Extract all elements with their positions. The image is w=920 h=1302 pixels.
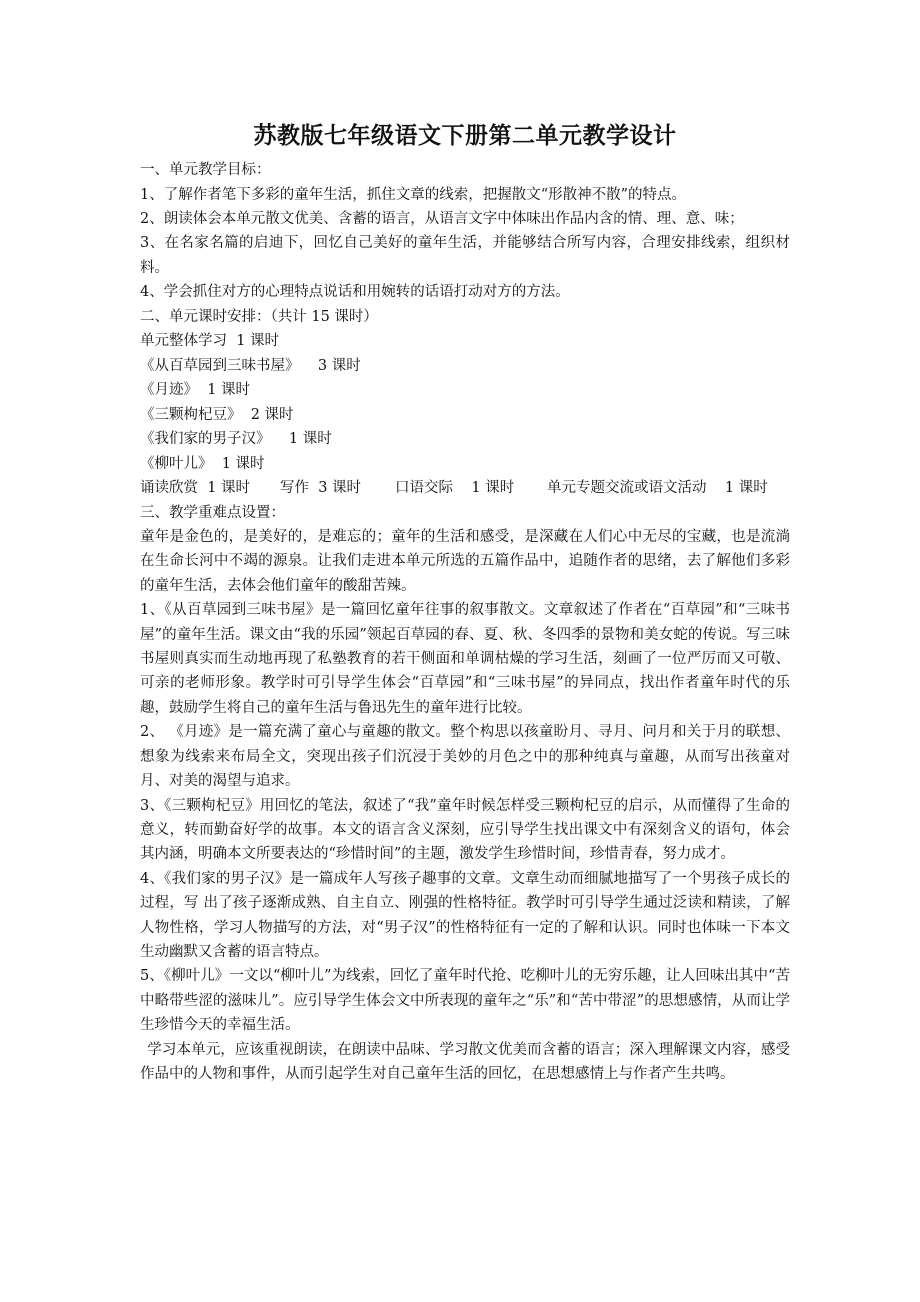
lesson-item: 1、《从百草园到三味书屋》是一篇回忆童年往事的叙事散文。文章叙述了作者在“百草园”和“三味书屋”的童年生活。课文由“我的乐园”领起百草园的春、夏、秋、冬四季的景物和美女蛇的传说。写三味书屋则真实而生动地再现了私塾教育的若干侧面和单调枯燥的学习生活，刻画了一位严厉而又可敬、可亲的老师形象。教学时可引导学生体会“百草园”和“三味书屋”的异同点，找出作者童年时代的乐趣，鼓励学生将自己的童年生活与鲁迅先生的童年进行比较。 bbox=[140, 602, 790, 716]
section-heading: 一、单元教学目标： bbox=[140, 162, 271, 178]
document-page bbox=[140, 118, 790, 1086]
document-title: 苏教版七年级语文下册第二单元教学设计 bbox=[253, 123, 677, 149]
goal-item: 1、了解作者笔下多彩的童年生活，抓住文章的线索，把握散文“形散神不散”的特点。 bbox=[140, 186, 687, 203]
schedule-line: 《柳叶儿》 1 课时 bbox=[140, 455, 265, 472]
section-teaching-goals bbox=[140, 158, 790, 305]
lesson-item: 2、 《月迹》是一篇充满了童心与童趣的散文。整个构思以孩童盼月、寻月、问月和关于月的联想、想象为线索来布局全文，突现出孩子们沉浸于美妙的月色之中的那种纯真与童趣，从而写出孩童对月、对美的渴望与追求。 bbox=[140, 724, 790, 790]
schedule-activity: 单元专题交流或语文活动 1 课时 bbox=[547, 480, 768, 497]
lesson-item: 3、《三颗枸杞豆》用回忆的笔法，叙述了“我”童年时候怎样受三颗枸杞豆的启示，从而懂得了生命的意义，转而勤奋好学的故事。本文的语言含义深刻，应引导学生找出课文中有深刻含义的语句，体会其内涵，明确本文所要表达的“珍惜时间”的主题，激发学生珍惜时间，珍惜青春，努力成才。 bbox=[140, 797, 790, 863]
section-heading: 三、教学重难点设置： bbox=[140, 504, 285, 521]
goal-item: 2、朗读体会本单元散文优美、含蓄的语言，从语言文字中体味出作品内含的情、理、意、味； bbox=[140, 210, 744, 227]
schedule-writing: 写作 3 课时 bbox=[280, 480, 362, 497]
lesson-item: 4、《我们家的男子汉》是一篇成年人写孩子趣事的文章。文章生动而细腻地描写了一个男孩子成长的过程，写 出了孩子逐渐成熟、自主自立、刚强的性格特征。教学时可引导学生通过泛读和精读，了解人物性格，学习人物描写的方法，对“男子汉”的性格特征有一定的了解和认识。同时也体味一下本文生动幽默又含蓄的语言特点。 bbox=[140, 870, 790, 960]
goal-item: 3、在名家名篇的启迪下，回忆自己美好的童年生活，并能够结合所写内容，合理安排线索，组织材料。 bbox=[140, 235, 790, 276]
schedule-line: 《月迹》 1 课时 bbox=[140, 382, 251, 399]
schedule-line: 单元整体学习 1 课时 bbox=[140, 333, 280, 350]
closing-paragraph: 学习本单元，应该重视朗读，在朗读中品味、学习散文优美而含蓄的语言；深入理解课文内容，感受作品中的人物和事件，从而引起学生对自己童年生活的回忆，在思想感情上与作者产生共鸣。 bbox=[140, 1041, 790, 1082]
lesson-item: 5、《柳叶儿》一文以“柳叶儿”为线索，回忆了童年时代抢、吃柳叶儿的无穷乐趣，让人回味出其中“苦中略带些涩的滋味儿”。应引导学生体会文中所表现的童年之“乐”和“苦中带涩”的思想感情，从而让学生珍惜今天的幸福生活。 bbox=[140, 968, 790, 1034]
intro-paragraph: 童年是金色的，是美好的，是难忘的；童年的生活和感受，是深藏在人们心中无尽的宝藏，也是流淌在生命长河中不竭的源泉。让我们走进本单元所选的五篇作品中，追随作者的思绪，去了解他们多彩的童年生活，去体会他们童年的酸甜苦辣。 bbox=[140, 529, 790, 594]
schedule-line: 《我们家的男子汉》 1 课时 bbox=[140, 431, 332, 448]
schedule-recitation: 诵读欣赏 1 课时 bbox=[140, 480, 251, 497]
goal-item: 4、学会抓住对方的心理特点说话和用婉转的话语打动对方的方法。 bbox=[140, 284, 570, 301]
section-heading: 二、单元课时安排：（共计 15 课时） bbox=[140, 308, 378, 325]
schedule-extra-row bbox=[140, 476, 790, 501]
schedule-oral: 口语交际 1 课时 bbox=[395, 480, 515, 497]
section-schedule bbox=[140, 305, 790, 501]
schedule-line: 《从百草园到三味书屋》 3 课时 bbox=[140, 357, 361, 374]
section-key-points bbox=[140, 501, 790, 1087]
schedule-line: 《三颗枸杞豆》 2 课时 bbox=[140, 406, 294, 423]
